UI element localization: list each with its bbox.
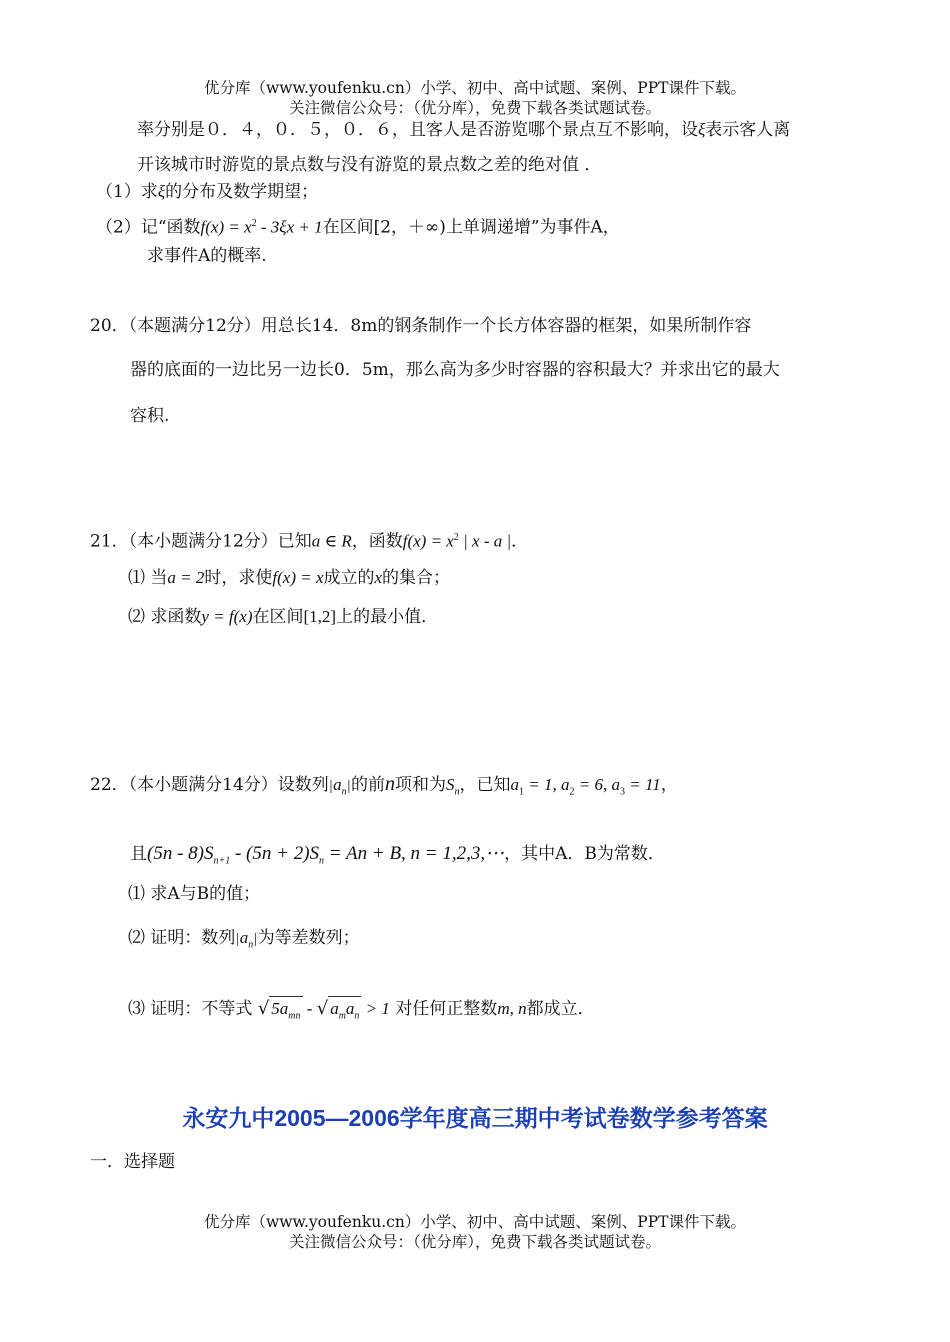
q22-part-3: ⑶ 证明：不等式 √ $5a_{mn}$ - √ $a_ma_n > 1$ 对任何正整数m, n都成立． [128, 996, 595, 1028]
answer-title: 永安九中2005—2006学年度高三期中考试卷数学参考答案 [182, 1105, 768, 1131]
footer-line-2: 关注微信公众号：（优分库），免费下载各类试题试卷。 [288, 1233, 661, 1251]
q22-line-2: 且$(5n - 8)S_{n+1} - (5n + 2)S_n = An + B$, n = 1,2,3,⋯，其中A．B为常数． [130, 843, 665, 867]
q19-part-2-cont: 求事件A的概率. [147, 246, 267, 266]
q19-part-2: （2）记“函数$f(x) = x^2 - 3\xi x + 1$在区间[2，＋∞)上单调递增”为事件A， [96, 217, 620, 238]
q21-line-1: 21．（本小题满分12分）已知a ∈ R，函数$f(x) = x^2$ | x - a |． [90, 531, 529, 552]
q21-part-1: ⑴ 当a = 2时，求使f(x) = x成立的x的集合； [128, 568, 451, 588]
header-line-2: 关注微信公众号：（优分库），免费下载各类试题试卷。 [288, 99, 661, 117]
q20-line-3: 容积. [130, 406, 170, 426]
q19-line-1: 率分别是０．４，０．５，０．６，且客人是否游览哪个景点互不影响，设ξ表示客人离 [137, 120, 791, 140]
q20-line-2: 器的底面的一边比另一边长0．5m，那么高为多少时容器的容积最大？并求出它的最大 [130, 360, 780, 380]
q19-line-2: 开该城市时游览的景点数与没有游览的景点数之差的绝对值 ． [137, 155, 602, 175]
footer-line-1: 优分库（www.youfenku.cn）小学、初中、高中试题、案例、PPT课件下载。 [203, 1213, 747, 1231]
q22-part-1: ⑴ 求A与B的值； [128, 884, 261, 904]
q20-line-1: 20．（本题满分12分）用总长14．8m的钢条制作一个长方体容器的框架，如果所制作容 [90, 316, 752, 336]
q22-line-1: 22．（本小题满分14分）设数列$|a_n|$的前n项和为$S_n$，已知$a_1 = 1$, $a_2 = 6$, $a_3 = 11$， [90, 773, 678, 798]
q22-part-2: ⑵ 证明：数列$|a_n|$为等差数列； [128, 928, 360, 951]
q21-part-2: ⑵ 求函数y = f(x)在区间[1,2]上的最小值． [128, 607, 439, 627]
answer-section-1: 一．选择题 [90, 1152, 175, 1172]
q19-part-1: （1）求ξ的分布及数学期望； [96, 182, 319, 202]
header-line-1: 优分库（www.youfenku.cn）小学、初中、高中试题、案例、PPT课件下载。 [203, 79, 747, 97]
